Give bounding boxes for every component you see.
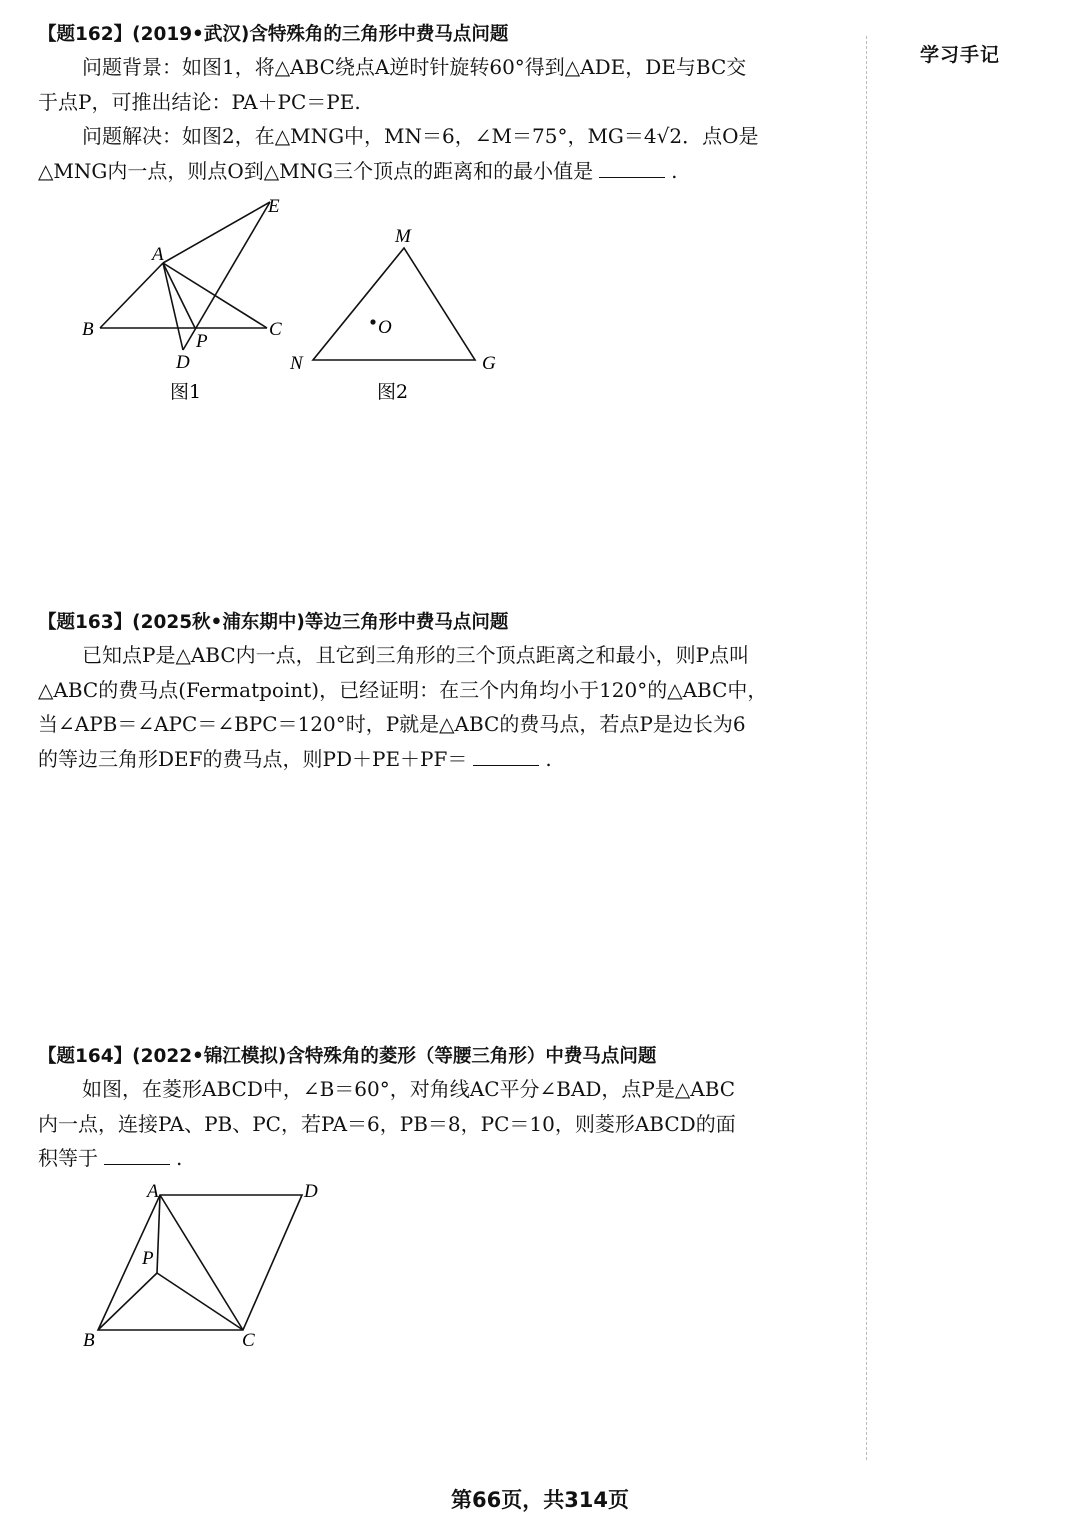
segment-AD bbox=[163, 263, 183, 350]
problem-line: 的等边三角形DEF的费马点，则PD＋PE＋PF＝ . bbox=[38, 746, 552, 771]
point-label-B: B bbox=[82, 319, 94, 340]
problem-heading: 【题164】(2022•锦江模拟)含特殊角的菱形（等腰三角形）中费马点问题 bbox=[38, 1046, 657, 1067]
point-label-A: A bbox=[152, 244, 164, 265]
point-label-P: P bbox=[196, 331, 208, 352]
point-label-C: C bbox=[269, 319, 282, 340]
problem-164 bbox=[38, 1042, 846, 1176]
triangle-MNG bbox=[313, 248, 475, 360]
problem-heading: 【题163】(2025秋•浦东期中)等边三角形中费马点问题 bbox=[38, 612, 509, 633]
point-label-D: D bbox=[176, 352, 190, 373]
answer-blank[interactable] bbox=[599, 157, 665, 178]
problem-line: 内一点，连接PA、PB、PC，若PA＝6，PB＝8，PC＝10，则菱形ABCD的面 bbox=[38, 1111, 736, 1136]
segment-AE bbox=[163, 202, 270, 263]
point-label-P: P bbox=[142, 1248, 154, 1269]
problem-line: △ABC的费马点(Fermatpoint)，已经证明：在三个内角均小于120°的△ABC中， bbox=[38, 677, 768, 702]
problem-line: 问题背景：如图1，将△ABC绕点A逆时针旋转60°得到△ADE，DE与BC交 bbox=[82, 55, 747, 79]
segment-AB bbox=[100, 263, 163, 328]
rhombus-ABCD bbox=[98, 1195, 302, 1330]
point-label-E: E bbox=[268, 196, 280, 217]
segment-PC bbox=[157, 1273, 243, 1330]
problem-163 bbox=[38, 608, 846, 776]
problem-line: 当∠APB＝∠APC＝∠BPC＝120°时，P就是△ABC的费马点，若点P是边长为6 bbox=[38, 712, 746, 736]
point-label-A: A bbox=[147, 1181, 159, 1202]
point-label-N: N bbox=[290, 353, 303, 374]
point-label-C: C bbox=[242, 1330, 255, 1351]
problem-line: 已知点P是△ABC内一点，且它到三角形的三个顶点距离之和最小，则P点叫 bbox=[82, 643, 750, 667]
study-notes-label: 学习手记 bbox=[920, 44, 1001, 66]
answer-blank[interactable] bbox=[473, 745, 539, 766]
figure-caption: 图1 bbox=[170, 381, 202, 403]
answer-blank[interactable] bbox=[104, 1144, 170, 1165]
segment-PA bbox=[157, 1195, 160, 1273]
point-O-dot bbox=[370, 319, 375, 324]
page-number: 第66页，共314页 bbox=[450, 1488, 630, 1512]
figure-caption: 图2 bbox=[377, 381, 409, 403]
problem-line: 积等于 . bbox=[38, 1146, 183, 1170]
problem-line: △MNG内一点，则点O到△MNG三个顶点的距离和的最小值是 . bbox=[38, 158, 678, 183]
problem-heading: 【题162】(2019•武汉)含特殊角的三角形中费马点问题 bbox=[38, 24, 509, 45]
figure-2 bbox=[280, 220, 510, 410]
point-label-G: G bbox=[482, 353, 496, 374]
point-label-D: D bbox=[304, 1181, 318, 1202]
point-label-M: M bbox=[395, 226, 411, 247]
point-label-B: B bbox=[83, 1330, 95, 1351]
diagonal-AC bbox=[160, 1195, 243, 1330]
figure-rhombus bbox=[70, 1175, 340, 1360]
problem-line: 于点P，可推出结论：PA＋PC＝PE. bbox=[38, 89, 361, 114]
problem-162 bbox=[38, 20, 846, 188]
segment-PB bbox=[98, 1273, 157, 1330]
sidebar-divider bbox=[866, 36, 867, 1460]
point-label-O: O bbox=[378, 317, 392, 338]
problem-line: 问题解决：如图2，在△MNG中，MN＝6，∠M＝75°，MG＝4√2．点O是 bbox=[82, 124, 759, 148]
problem-line: 如图，在菱形ABCD中，∠B＝60°，对角线AC平分∠BAD，点P是△ABC bbox=[82, 1077, 736, 1101]
